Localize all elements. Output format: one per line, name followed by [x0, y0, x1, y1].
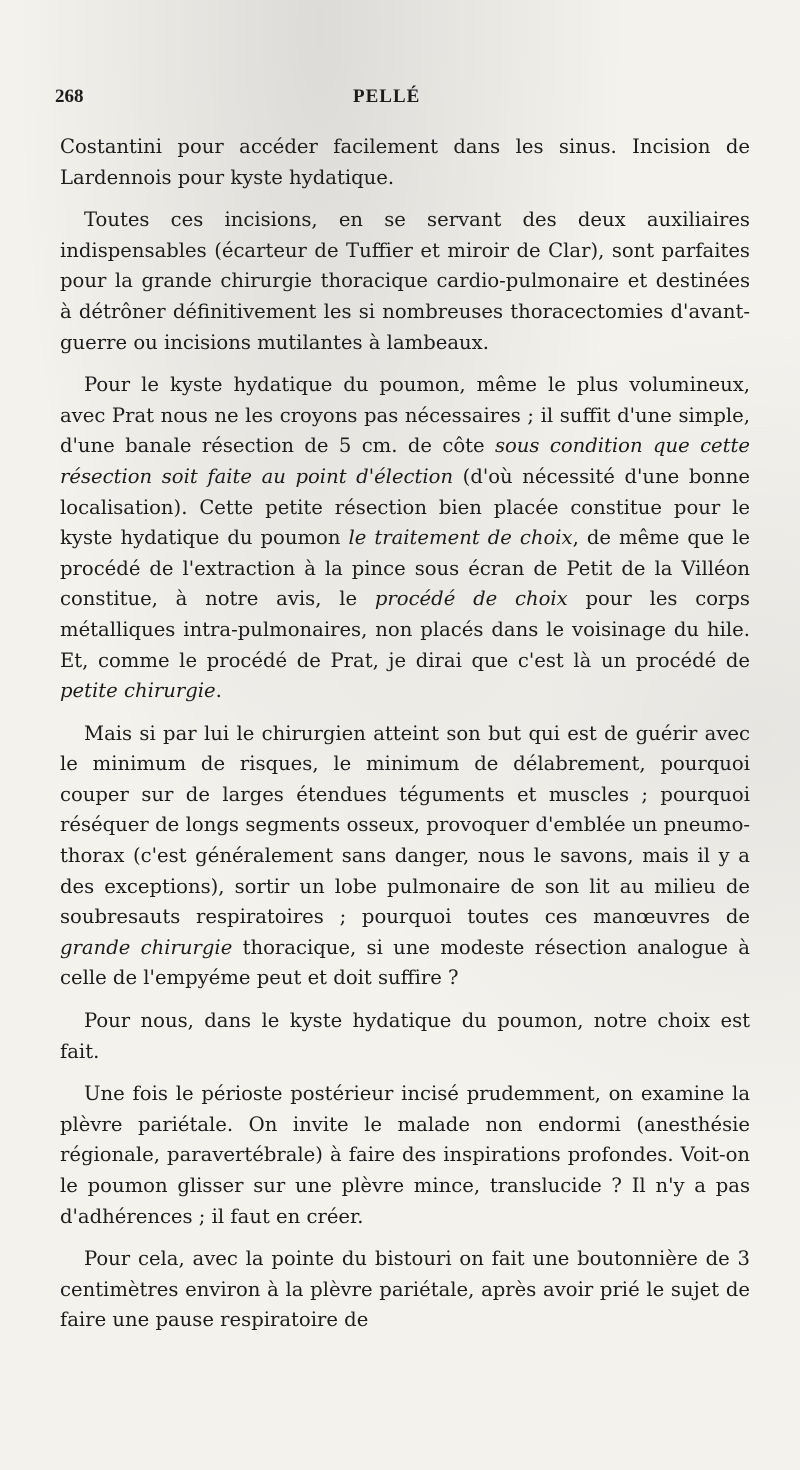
paragraph-4-text-a: Mais si par lui le chirurgien atteint son but qui est de guérir avec le minimum de risques, le minimum de délabrement, pourquoi couper sur de larges étendues téguments et muscles ; pourquoi réséquer de longs segments osseux, provoquer d'emblée un pneumo-thorax (c'est généralement sans danger, nous le savons, mais il y a des exceptions), sortir un lobe pulmonaire de son lit au milieu de soubresauts respiratoires ; pourquoi toutes ces manœuvres de: [60, 721, 750, 929]
paragraph-7: Pour cela, avec la pointe du bistouri on fait une boutonnière de 3 centimètres environ à la plèvre pariétale, après avoir prié le sujet de faire une pause respiratoire de: [60, 1247, 750, 1332]
paragraph-2: Toutes ces incisions, en se servant des deux auxiliaires indispensables (écarteur de Tuffier et miroir de Clar), sont parfaites pour la grande chirurgie thoracique cardio-pulmonaire et destinées à détrôner définitivement les si nombreuses thoracectomies d'avant-guerre ou incisions mutilantes à lambeaux.: [60, 208, 750, 354]
paragraph-5: Pour nous, dans le kyste hydatique du poumon, notre choix est fait.: [60, 1009, 750, 1063]
paragraph-3-emphasis-election: sous condition que cette résection soit faite au point d'élection: [60, 434, 750, 488]
paragraph-4-text-c: thoracique, si une modeste résection analogue à celle de l'empyéme peut et doit suffire ?: [60, 935, 750, 990]
body-text: [60, 132, 750, 1348]
paragraph-3-text-c: (d'où nécessité d'une bonne localisation). Cette petite résection bien placée constitue pour le kyste hydatique du poumon: [60, 464, 750, 550]
paragraph-3-text-i: .: [215, 679, 222, 703]
page-header: [55, 86, 740, 116]
paragraph-3-text-e: , de même que le procédé de l'extraction à la pince sous écran de Petit de la Villéon constitue, à notre avis, le: [60, 526, 751, 611]
page-number: 268: [55, 86, 84, 107]
paragraph-1: Costantini pour accéder facilement dans les sinus. Incision de Lardennois pour kyste hydatique.: [60, 135, 750, 189]
paragraph-3-emphasis-procede: procédé de choix: [374, 587, 568, 611]
paragraph-4-emphasis-grande-chirurgie: grande chirurgie: [60, 935, 233, 959]
paragraph-3-text-a: Pour le kyste hydatique du poumon, même le plus volumineux, avec Prat nous ne les croyons pas nécessaires ; il suffit d'une simple, d'une banale résection de 5 cm. de côte: [60, 373, 750, 458]
paragraph-6: Une fois le périoste postérieur incisé prudemment, on examine la plèvre pariétale. On invite le malade non endormi (anesthésie régionale, paravertébrale) à faire des inspirations profondes. Voit-on le poumon glisser sur une plèvre mince, translucide ? Il n'y a pas d'adhérences ; il faut en créer.: [60, 1082, 750, 1228]
paragraph-4: [60, 719, 750, 994]
running-head: PELLÉ: [353, 86, 421, 107]
paragraph-3-emphasis-petite-chirurgie: petite chirurgie: [60, 679, 216, 703]
paragraph-3-text-g: pour les corps métalliques intra-pulmonaires, non placés dans le voisinage du hile. Et, comme le procédé de Prat, je dirai que c'est là un procédé de: [60, 587, 750, 672]
paragraph-3-emphasis-traitement: le traitement de choix: [348, 526, 573, 550]
paragraph-3: [60, 370, 750, 707]
